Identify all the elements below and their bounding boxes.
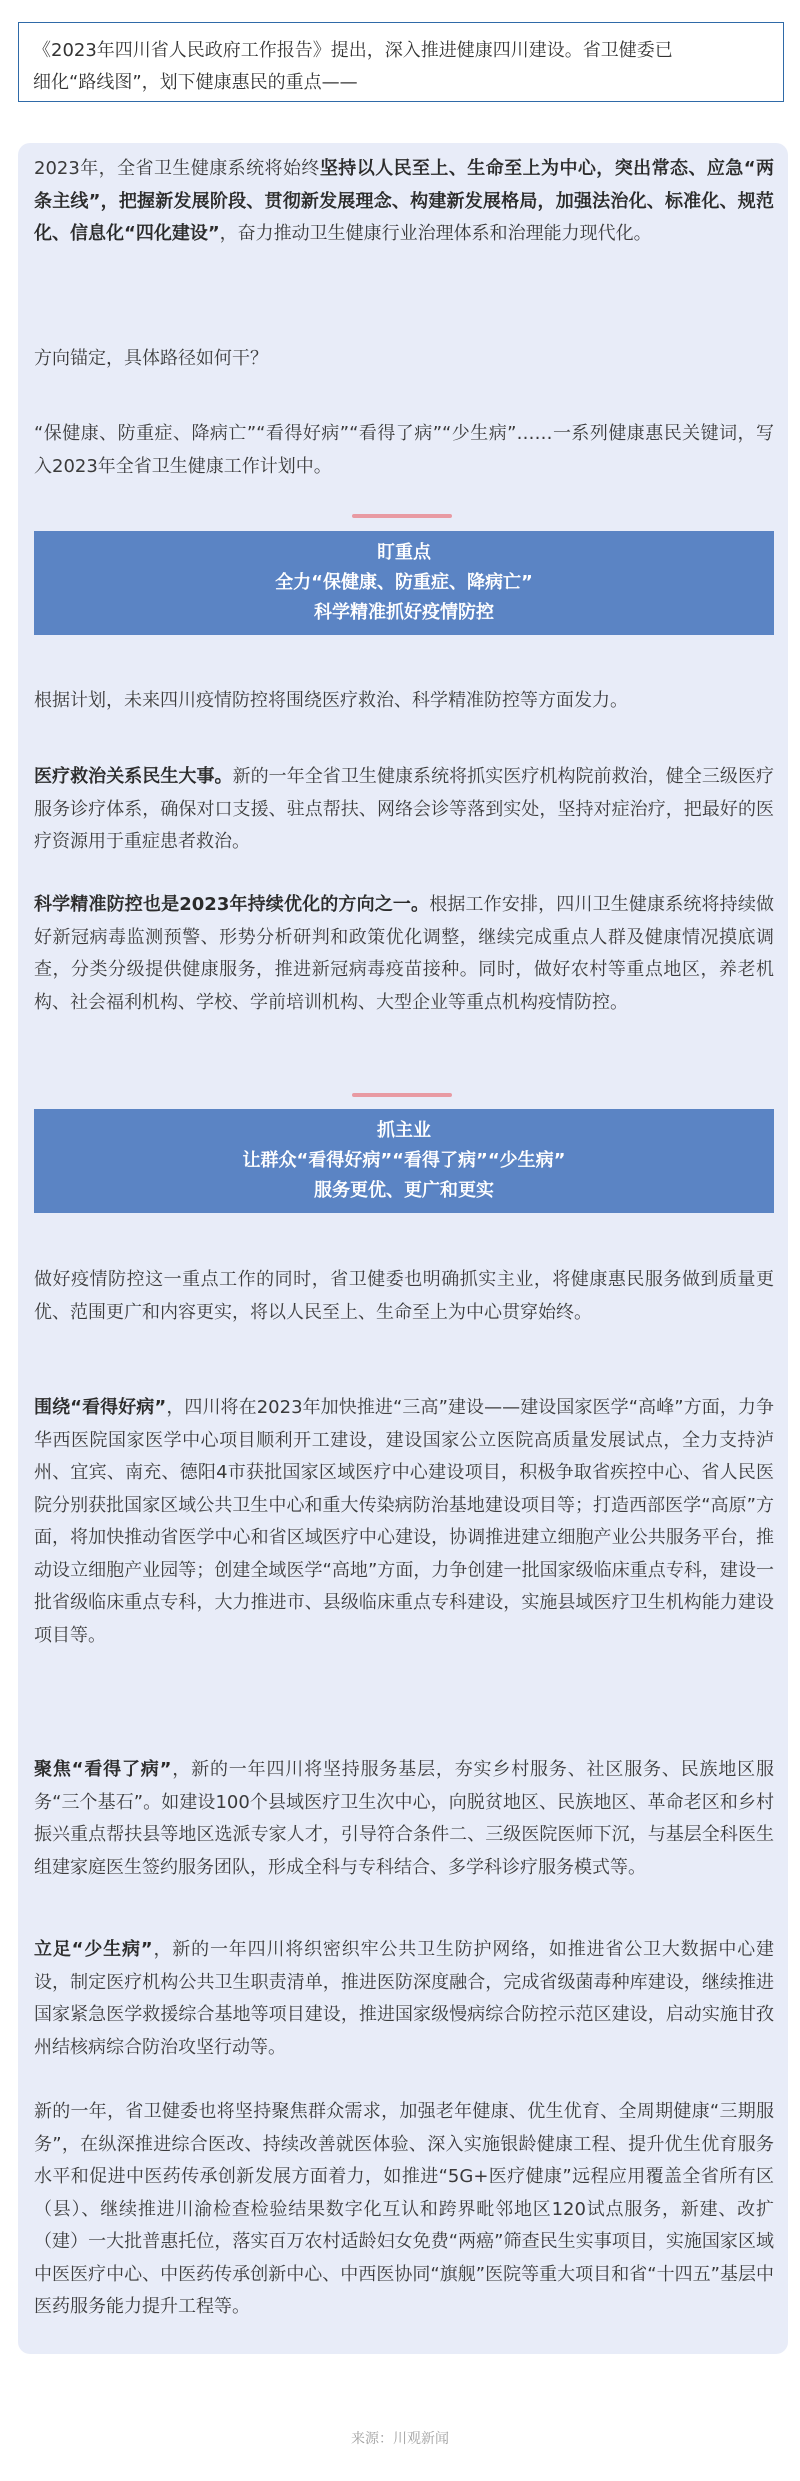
- paragraph-accessible-treatment: [34, 1754, 774, 1884]
- section-heading-focus-line-1: 盯重点: [377, 542, 431, 563]
- treatment-bold: 医疗救治关系民生大事。: [34, 766, 233, 787]
- overview-tail: ，奋力推动卫生健康行业治理体系和治理能力现代化。: [219, 223, 652, 244]
- paragraph-less-illness: [34, 1934, 774, 2064]
- paragraph-main-business: 做好疫情防控这一重点工作的同时，省卫健委也明确抓实主业，将健康惠民服务做到质量更优、范围更广和内容更实，将以人民至上、生命至上为中心贯穿始终。: [34, 1269, 774, 1323]
- intro-box: [18, 22, 784, 102]
- paragraph-treatment: [34, 761, 774, 859]
- section-heading-main-business: [34, 1109, 774, 1213]
- section-heading-focus-line-2: 全力“保健康、防重症、降病亡”: [275, 572, 533, 593]
- treatment-tail: 新的一年全省卫生健康系统将抓实医疗机构院前救治，健全三级医疗服务诊疗体系，确保对口支援、驻点帮扶、网络会诊等落到实处，坚持对症治疗，把最好的医疗资源用于重症患者救治。: [34, 766, 775, 852]
- accessible-treatment-tail: ，新的一年四川将坚持服务基层，夯实乡村服务、社区服务、民族地区服务“三个基石”。如建设100个县域医疗卫生次中心，向脱贫地区、民族地区、革命老区和乡村振兴重点帮扶县等地区选派专家人才，引导符合条件二、三级医院医师下沉，与基层全科医生组建家庭医生签约服务团队，形成全科与专科结合、多学科诊疗服务模式等。: [34, 1759, 774, 1878]
- paragraph-keywords: “保健康、防重症、降病亡”“看得好病”“看得了病”“少生病”……一系列健康惠民关键词，写入2023年全省卫生健康工作计划中。: [34, 423, 774, 477]
- section-heading-focus-line-3: 科学精准抓好疫情防控: [314, 602, 494, 623]
- paragraph-prevention: [34, 889, 774, 1019]
- section-heading-main-line-3: 服务更优、更广和更实: [314, 1180, 494, 1201]
- less-illness-tail: ，新的一年四川将织密织牢公共卫生防护网络，如推进省公卫大数据中心建设，制定医疗机构公共卫生职责清单，推进医防深度融合，完成省级菌毒种库建设，继续推进国家紧急医学救援综合基地等项目建设，推进国家级慢病综合防控示范区建设，启动实施甘孜州结核病综合防治攻坚行动等。: [34, 1939, 774, 2058]
- less-illness-bold: 立足“少生病”: [34, 1939, 153, 1960]
- paragraph-overview: [34, 153, 774, 251]
- section-divider-1: [352, 514, 452, 518]
- better-treatment-bold: 围绕“看得好病”: [34, 1397, 167, 1418]
- overview-bold: 坚持以人民至上、生命至上为中心，突出常态、应急“两条主线”，把握新发展阶段、贯彻新发展理念、构建新发展格局，加强法治化、标准化、规范化、信息化“四化建设”: [34, 158, 775, 244]
- paragraph-plan: 根据计划，未来四川疫情防控将围绕医疗救治、科学精准防控等方面发力。: [34, 690, 628, 711]
- intro-line-2: 细化“路线图”，划下健康惠民的重点——: [33, 72, 358, 93]
- prevention-tail: 根据工作安排，四川卫生健康系统将持续做好新冠病毒监测预警、形势分析研判和政策优化调整，继续完成重点人群及健康情况摸底调查，分类分级提供健康服务，推进新冠病毒疫苗接种。同时，做好农村等重点地区，养老机构、社会福利机构、学校、学前培训机构、大型企业等重点机构疫情防控。: [34, 894, 774, 1013]
- article-card: [18, 143, 788, 2354]
- section-heading-focus: [34, 531, 774, 635]
- accessible-treatment-bold: 聚焦“看得了病”: [34, 1759, 172, 1780]
- paragraph-question: 方向锚定，具体路径如何干？: [34, 348, 268, 369]
- section-heading-main-line-1: 抓主业: [377, 1120, 431, 1141]
- section-heading-main-line-2: 让群众“看得好病”“看得了病”“少生病”: [242, 1150, 566, 1171]
- intro-line-1: 《2023年四川省人民政府工作报告》提出，深入推进健康四川建设。省卫健委已: [33, 40, 673, 61]
- paragraph-new-year: 新的一年，省卫健委也将坚持聚焦群众需求，加强老年健康、优生优育、全周期健康“三期服务”，在纵深推进综合医改、持续改善就医体验、深入实施银龄健康工程、提升优生优育服务水平和促进中医药传承创新发展方面着力，如推进“5G+医疗健康”远程应用覆盖全省所有区（县）、继续推进川渝检查检验结果数字化互认和跨界毗邻地区120试点服务，新建、改扩（建）一大批普惠托位，落实百万农村适龄妇女免费“两癌”筛查民生实事项目，实施国家区域中医医疗中心、中医药传承创新中心、中西医协同“旗舰”医院等重大项目和省“十四五”基层中医药服务能力提升工程等。: [34, 2101, 774, 2317]
- overview-lead: 2023年，全省卫生健康系统将始终: [34, 158, 320, 179]
- paragraph-better-treatment: [34, 1392, 774, 1652]
- source-footer: 来源：川观新闻: [351, 2431, 449, 2447]
- section-divider-2: [352, 1093, 452, 1097]
- prevention-bold: 科学精准防控也是2023年持续优化的方向之一。: [34, 894, 430, 915]
- better-treatment-tail: ，四川将在2023年加快推进“三高”建设——建设国家医学“高峰”方面，力争华西医院国家医学中心项目顺利开工建设，建设国家公立医院高质量发展试点，全力支持泸州、宜宾、南充、德阳4市获批国家区域医疗中心建设项目，积极争取省疾控中心、省人民医院分别获批国家区域公共卫生中心和重大传染病防治基地建设项目等；打造西部医学“高原”方面，将加快推动省医学中心和省区域医疗中心建设，协调推进建立细胞产业公共服务平台，推动设立细胞产业园等；创建全域医学“高地”方面，力争创建一批国家级临床重点专科，建设一批省级临床重点专科，大力推进市、县级临床重点专科建设，实施县域医疗卫生机构能力建设项目等。: [34, 1397, 774, 1646]
